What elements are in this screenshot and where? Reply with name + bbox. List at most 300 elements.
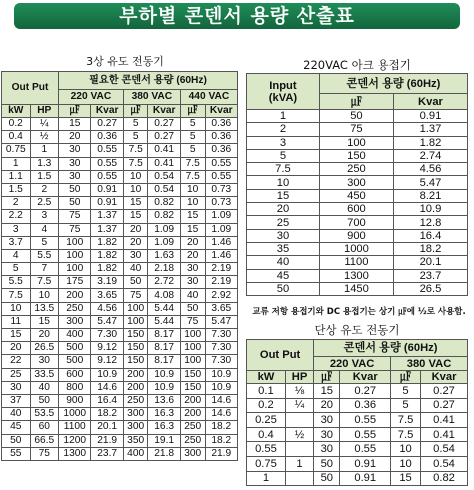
table-cell: 0.2: [247, 398, 286, 413]
table-cell: 30: [314, 442, 340, 457]
table-cell: 2.5: [30, 197, 59, 210]
unit-header: ㎌: [59, 105, 91, 118]
table-cell: 0.82: [148, 210, 180, 223]
table-cell: 10: [123, 170, 148, 183]
table-cell: 100: [180, 342, 205, 355]
table-row: [247, 256, 468, 269]
table-cell: 3.65: [205, 302, 237, 315]
table-cell: 150: [319, 149, 393, 162]
table-cell: 0.55: [91, 157, 123, 170]
table-cell: 1000: [319, 242, 393, 255]
table-row: [247, 136, 468, 149]
motor-table-body: [2, 118, 238, 461]
table-cell: 37: [2, 394, 31, 407]
table-cell: 7.5: [30, 276, 59, 289]
table-row: [2, 223, 238, 236]
table-cell: 7: [30, 263, 59, 276]
table-cell: 10: [180, 197, 205, 210]
table-cell: 0.91: [340, 471, 391, 486]
table-cell: 15: [391, 471, 421, 486]
table-row: [2, 263, 238, 276]
unit-header: Kvar: [421, 371, 468, 384]
table-cell: 0.55: [205, 157, 237, 170]
table-cell: 8.21: [393, 189, 467, 202]
table-cell: 0.75: [247, 456, 286, 471]
table-cell: 9.12: [91, 342, 123, 355]
table-cell: 0.82: [148, 197, 180, 210]
table-cell: 13.6: [148, 394, 180, 407]
table-cell: 7.30: [91, 329, 123, 342]
table-cell: 100: [123, 315, 148, 328]
table-row: [247, 110, 468, 123]
table-cell: 250: [59, 302, 91, 315]
table-row: [2, 368, 238, 381]
unit-header: Kvar: [340, 371, 391, 384]
table-cell: 30: [247, 229, 320, 242]
table-row: [247, 149, 468, 162]
table-cell: 900: [319, 229, 393, 242]
table-cell: 10: [30, 289, 59, 302]
table-cell: 20: [123, 223, 148, 236]
table-row: [2, 408, 238, 421]
table-cell: 15: [59, 118, 91, 131]
voltage-header: 380 VAC: [391, 357, 468, 371]
table-cell: 0.91: [393, 110, 467, 123]
table-cell: 11: [2, 315, 31, 328]
table-cell: 200: [123, 368, 148, 381]
table-cell: 1.09: [148, 223, 180, 236]
table-row: [2, 447, 238, 460]
table-row: [247, 398, 468, 413]
table-cell: 55: [2, 447, 31, 460]
table-cell: 2.19: [205, 276, 237, 289]
table-cell: 0.41: [148, 144, 180, 157]
table-cell: 75: [59, 210, 91, 223]
table-cell: 18.2: [205, 421, 237, 434]
unit-header: Kvar: [91, 105, 123, 118]
table-cell: 35: [247, 242, 320, 255]
table-cell: 150: [123, 329, 148, 342]
table-cell: ¼: [30, 118, 59, 131]
table-cell: 16.3: [148, 421, 180, 434]
table-cell: 75: [180, 315, 205, 328]
table-cell: 15: [123, 197, 148, 210]
table-cell: 0.36: [205, 118, 237, 131]
input-header: [247, 74, 320, 110]
table-cell: 0.41: [421, 413, 468, 428]
table-cell: 2: [30, 183, 59, 196]
table-cell: 50: [59, 197, 91, 210]
table-cell: 20: [314, 398, 340, 413]
out-put-header: Out Put: [2, 72, 59, 105]
table-cell: 75: [30, 447, 59, 460]
table-cell: 0.54: [148, 183, 180, 196]
table-row: [247, 427, 468, 442]
table-cell: 1.82: [393, 136, 467, 149]
table-cell: 1100: [59, 421, 91, 434]
table-cell: 7.5: [123, 157, 148, 170]
table-cell: 175: [59, 276, 91, 289]
table-cell: 0.27: [340, 384, 391, 399]
table-cell: 18.2: [91, 408, 123, 421]
table-cell: 1.09: [205, 223, 237, 236]
table-cell: 30: [59, 170, 91, 183]
table-cell: 30: [59, 144, 91, 157]
table-cell: 5: [180, 131, 205, 144]
table-cell: 0.27: [91, 118, 123, 131]
table-cell: 0.27: [421, 384, 468, 399]
single-table-caption: 단상 유도 전동기: [314, 323, 400, 337]
table-cell: 75: [319, 123, 393, 136]
table-cell: 1: [30, 144, 59, 157]
table-cell: 2.18: [148, 263, 180, 276]
table-row: [2, 421, 238, 434]
table-cell: 1.63: [148, 249, 180, 262]
table-cell: 10.9: [91, 368, 123, 381]
table-cell: 40: [123, 263, 148, 276]
table-cell: 2: [2, 197, 31, 210]
table-row: [247, 384, 468, 399]
table-cell: 20: [2, 342, 31, 355]
table-cell: 7.5: [123, 144, 148, 157]
table-row: [2, 170, 238, 183]
table-row: [247, 471, 468, 486]
table-cell: 250: [180, 434, 205, 447]
table-row: [2, 157, 238, 170]
table-cell: 0.36: [205, 144, 237, 157]
table-cell: 0.4: [247, 427, 286, 442]
table-cell: 150: [180, 368, 205, 381]
table-cell: 500: [59, 342, 91, 355]
table-row: [247, 456, 468, 471]
table-cell: 5: [391, 384, 421, 399]
table-cell: 45: [247, 269, 320, 282]
table-cell: 4: [30, 223, 59, 236]
table-cell: 10.9: [148, 381, 180, 394]
table-cell: 1.09: [148, 236, 180, 249]
table-cell: 1300: [59, 447, 91, 460]
table-cell: 20.1: [393, 256, 467, 269]
unit-header: Kvar: [148, 105, 180, 118]
table-cell: 75: [59, 223, 91, 236]
table-cell: 30: [123, 249, 148, 262]
table-cell: 50: [59, 183, 91, 196]
table-cell: 1.37: [91, 210, 123, 223]
table-cell: 1.37: [393, 123, 467, 136]
table-row: [2, 236, 238, 249]
table-cell: 16.4: [393, 229, 467, 242]
table-cell: 4.56: [393, 163, 467, 176]
table-cell: 5.44: [148, 302, 180, 315]
table-cell: 100: [319, 136, 393, 149]
table-cell: 400: [123, 447, 148, 460]
table-cell: 250: [180, 421, 205, 434]
table-cell: 0.27: [421, 398, 468, 413]
table-cell: 8.17: [148, 355, 180, 368]
table-cell: 2.19: [205, 263, 237, 276]
table-cell: 15: [30, 315, 59, 328]
table-cell: 13.5: [30, 302, 59, 315]
table-cell: 50: [180, 302, 205, 315]
table-row: [247, 123, 468, 136]
voltage-header: 220 VAC: [59, 90, 124, 105]
table-cell: 66.5: [30, 434, 59, 447]
table-cell: 25: [2, 368, 31, 381]
table-cell: 5: [180, 118, 205, 131]
table-cell: 5: [123, 118, 148, 131]
table-row: [2, 249, 238, 262]
table-row: [247, 229, 468, 242]
table-cell: 14.6: [91, 381, 123, 394]
arc-table-body: [247, 110, 468, 296]
table-cell: 2: [247, 123, 320, 136]
table-cell: 20: [30, 329, 59, 342]
table-cell: 5: [2, 263, 31, 276]
arc-table-note: 교류 저항 용접기와 DC 용접기는 상기 ㎌에 ½로 사용함.: [252, 307, 466, 317]
voltage-header: 220 VAC: [314, 357, 391, 371]
table-cell: ⅛: [285, 384, 313, 399]
unit-header: HP: [30, 105, 59, 118]
table-cell: [285, 413, 313, 428]
table-cell: 5.5: [30, 249, 59, 262]
table-cell: 26.5: [393, 282, 467, 295]
table-cell: 5.47: [205, 315, 237, 328]
table-cell: 7.5: [180, 170, 205, 183]
table-cell: 40: [180, 289, 205, 302]
table-cell: 900: [59, 394, 91, 407]
table-row: [2, 302, 238, 315]
table-cell: 300: [319, 176, 393, 189]
table-cell: 5.5: [2, 276, 31, 289]
voltage-header: 440 VAC: [180, 90, 237, 105]
table-cell: 18.2: [393, 242, 467, 255]
motor-table-caption: 3상 유도 전동기: [86, 55, 164, 68]
arc-capacity-header: 콘덴서 용량 (60Hz): [319, 74, 467, 94]
table-cell: 23.7: [91, 447, 123, 460]
table-cell: 50: [30, 394, 59, 407]
out-put-header: Out Put: [247, 340, 314, 371]
table-cell: 0.73: [205, 183, 237, 196]
table-cell: 20: [247, 203, 320, 216]
table-cell: 1.09: [205, 210, 237, 223]
table-cell: 20: [180, 249, 205, 262]
table-cell: 1: [247, 110, 320, 123]
table-cell: 1: [247, 471, 286, 486]
table-cell: 1.82: [91, 236, 123, 249]
table-cell: 7.5: [391, 413, 421, 428]
page-title: 부하별 콘덴서 용량 산출표: [14, 3, 460, 29]
table-cell: 0.75: [2, 144, 31, 157]
table-row: [2, 144, 238, 157]
table-row: [2, 276, 238, 289]
table-cell: 8.17: [148, 329, 180, 342]
table-cell: 30: [314, 413, 340, 428]
table-cell: 600: [319, 203, 393, 216]
table-cell: 1000: [59, 408, 91, 421]
table-cell: 15: [314, 384, 340, 399]
table-cell: 30: [59, 157, 91, 170]
table-cell: 0.27: [148, 118, 180, 131]
table-cell: 16.3: [148, 408, 180, 421]
table-cell: 100: [123, 302, 148, 315]
table-cell: 7.30: [205, 329, 237, 342]
table-cell: 0.1: [247, 384, 286, 399]
table-cell: 400: [59, 329, 91, 342]
table-cell: 10: [391, 442, 421, 457]
table-cell: 5: [123, 131, 148, 144]
table-cell: 75: [123, 289, 148, 302]
table-cell: 40: [30, 381, 59, 394]
table-cell: 0.91: [340, 456, 391, 471]
table-cell: 100: [59, 263, 91, 276]
table-cell: 0.55: [340, 413, 391, 428]
table-cell: 0.55: [205, 170, 237, 183]
table-cell: 1100: [319, 256, 393, 269]
table-cell: 1: [285, 456, 313, 471]
table-row: [247, 442, 468, 457]
table-cell: 0.54: [421, 442, 468, 457]
table-row: [2, 394, 238, 407]
table-cell: 0.54: [421, 456, 468, 471]
table-cell: 50: [319, 110, 393, 123]
table-cell: 200: [59, 289, 91, 302]
table-cell: 300: [180, 447, 205, 460]
table-cell: 150: [123, 355, 148, 368]
table-cell: 1200: [59, 434, 91, 447]
table-cell: 23.7: [393, 269, 467, 282]
table-cell: 60: [30, 421, 59, 434]
unit-header: ㎌: [391, 371, 421, 384]
table-cell: ½: [30, 131, 59, 144]
table-cell: 300: [59, 315, 91, 328]
table-cell: 1.5: [30, 170, 59, 183]
table-cell: 5.44: [148, 315, 180, 328]
table-cell: 50: [247, 282, 320, 295]
table-cell: 4: [2, 249, 31, 262]
table-cell: 0.55: [91, 144, 123, 157]
table-cell: 100: [59, 236, 91, 249]
table-cell: 1.37: [91, 223, 123, 236]
table-cell: 40: [247, 256, 320, 269]
table-cell: 21.9: [205, 447, 237, 460]
table-row: [247, 269, 468, 282]
table-cell: 20: [180, 236, 205, 249]
table-cell: 0.36: [340, 398, 391, 413]
table-cell: 45: [2, 421, 31, 434]
table-cell: 4.56: [91, 302, 123, 315]
arc-table-caption: 220VAC 아크 용접기: [303, 58, 411, 72]
table-cell: ¼: [285, 398, 313, 413]
table-cell: 50: [314, 456, 340, 471]
table-cell: 20.1: [91, 421, 123, 434]
table-cell: 19.1: [148, 434, 180, 447]
table-cell: 1.82: [91, 263, 123, 276]
table-cell: 10.9: [393, 203, 467, 216]
required-capacity-header: 필요한 콘덴서 용량 (60Hz): [59, 72, 238, 90]
table-cell: 30: [314, 427, 340, 442]
table-cell: 10: [247, 176, 320, 189]
table-cell: 15: [123, 210, 148, 223]
table-cell: 5: [247, 149, 320, 162]
table-cell: 0.73: [205, 197, 237, 210]
table-cell: 15: [180, 223, 205, 236]
table-cell: 250: [319, 163, 393, 176]
table-cell: 8.17: [148, 342, 180, 355]
table-cell: 10: [123, 183, 148, 196]
table-row: [2, 355, 238, 368]
table-cell: 10: [391, 456, 421, 471]
unit-header: Kvar: [205, 105, 237, 118]
table-cell: 7.30: [205, 342, 237, 355]
table-cell: 50: [2, 434, 31, 447]
table-cell: 1450: [319, 282, 393, 295]
table-cell: 5.47: [393, 176, 467, 189]
table-cell: 7.5: [180, 157, 205, 170]
table-cell: 0.82: [421, 471, 468, 486]
table-row: [2, 197, 238, 210]
table-cell: 300: [123, 408, 148, 421]
table-row: [2, 342, 238, 355]
unit-header: ㎌: [314, 371, 340, 384]
table-cell: 50: [314, 471, 340, 486]
table-row: [2, 329, 238, 342]
table-cell: 20: [123, 236, 148, 249]
table-cell: 14.6: [205, 408, 237, 421]
table-cell: 500: [59, 355, 91, 368]
table-cell: 1.1: [2, 170, 31, 183]
single-table-body: [247, 384, 468, 486]
table-cell: 30: [180, 276, 205, 289]
table-cell: 300: [123, 421, 148, 434]
table-cell: 100: [59, 249, 91, 262]
table-cell: 0.36: [91, 131, 123, 144]
unit-header: ㎌: [180, 105, 205, 118]
table-cell: 7.5: [247, 163, 320, 176]
table-cell: 1.46: [205, 249, 237, 262]
table-cell: 0.41: [421, 427, 468, 442]
table-cell: 1.5: [2, 183, 31, 196]
table-cell: 15: [247, 189, 320, 202]
table-cell: 5: [391, 398, 421, 413]
table-cell: ½: [285, 427, 313, 442]
table-cell: 150: [123, 342, 148, 355]
table-cell: 10: [2, 302, 31, 315]
table-cell: 53.5: [30, 408, 59, 421]
table-cell: 12.8: [393, 216, 467, 229]
table-cell: 1300: [319, 269, 393, 282]
table-cell: 7.5: [391, 427, 421, 442]
table-cell: 5: [180, 144, 205, 157]
voltage-header: 380 VAC: [123, 90, 180, 105]
table-cell: 600: [59, 368, 91, 381]
table-cell: 16.4: [91, 394, 123, 407]
table-row: [2, 131, 238, 144]
table-row: [247, 413, 468, 428]
table-cell: 200: [123, 381, 148, 394]
table-cell: 4.08: [148, 289, 180, 302]
table-cell: 15: [2, 329, 31, 342]
table-cell: 1.82: [91, 249, 123, 262]
table-row: [247, 216, 468, 229]
table-cell: 0.27: [148, 131, 180, 144]
table-cell: 9.12: [91, 355, 123, 368]
single-phase-motor-table: [246, 339, 468, 486]
table-cell: 50: [123, 276, 148, 289]
table-cell: 0.4: [2, 131, 31, 144]
table-row: [247, 163, 468, 176]
table-cell: 0.2: [2, 118, 31, 131]
table-cell: 0.91: [91, 197, 123, 210]
